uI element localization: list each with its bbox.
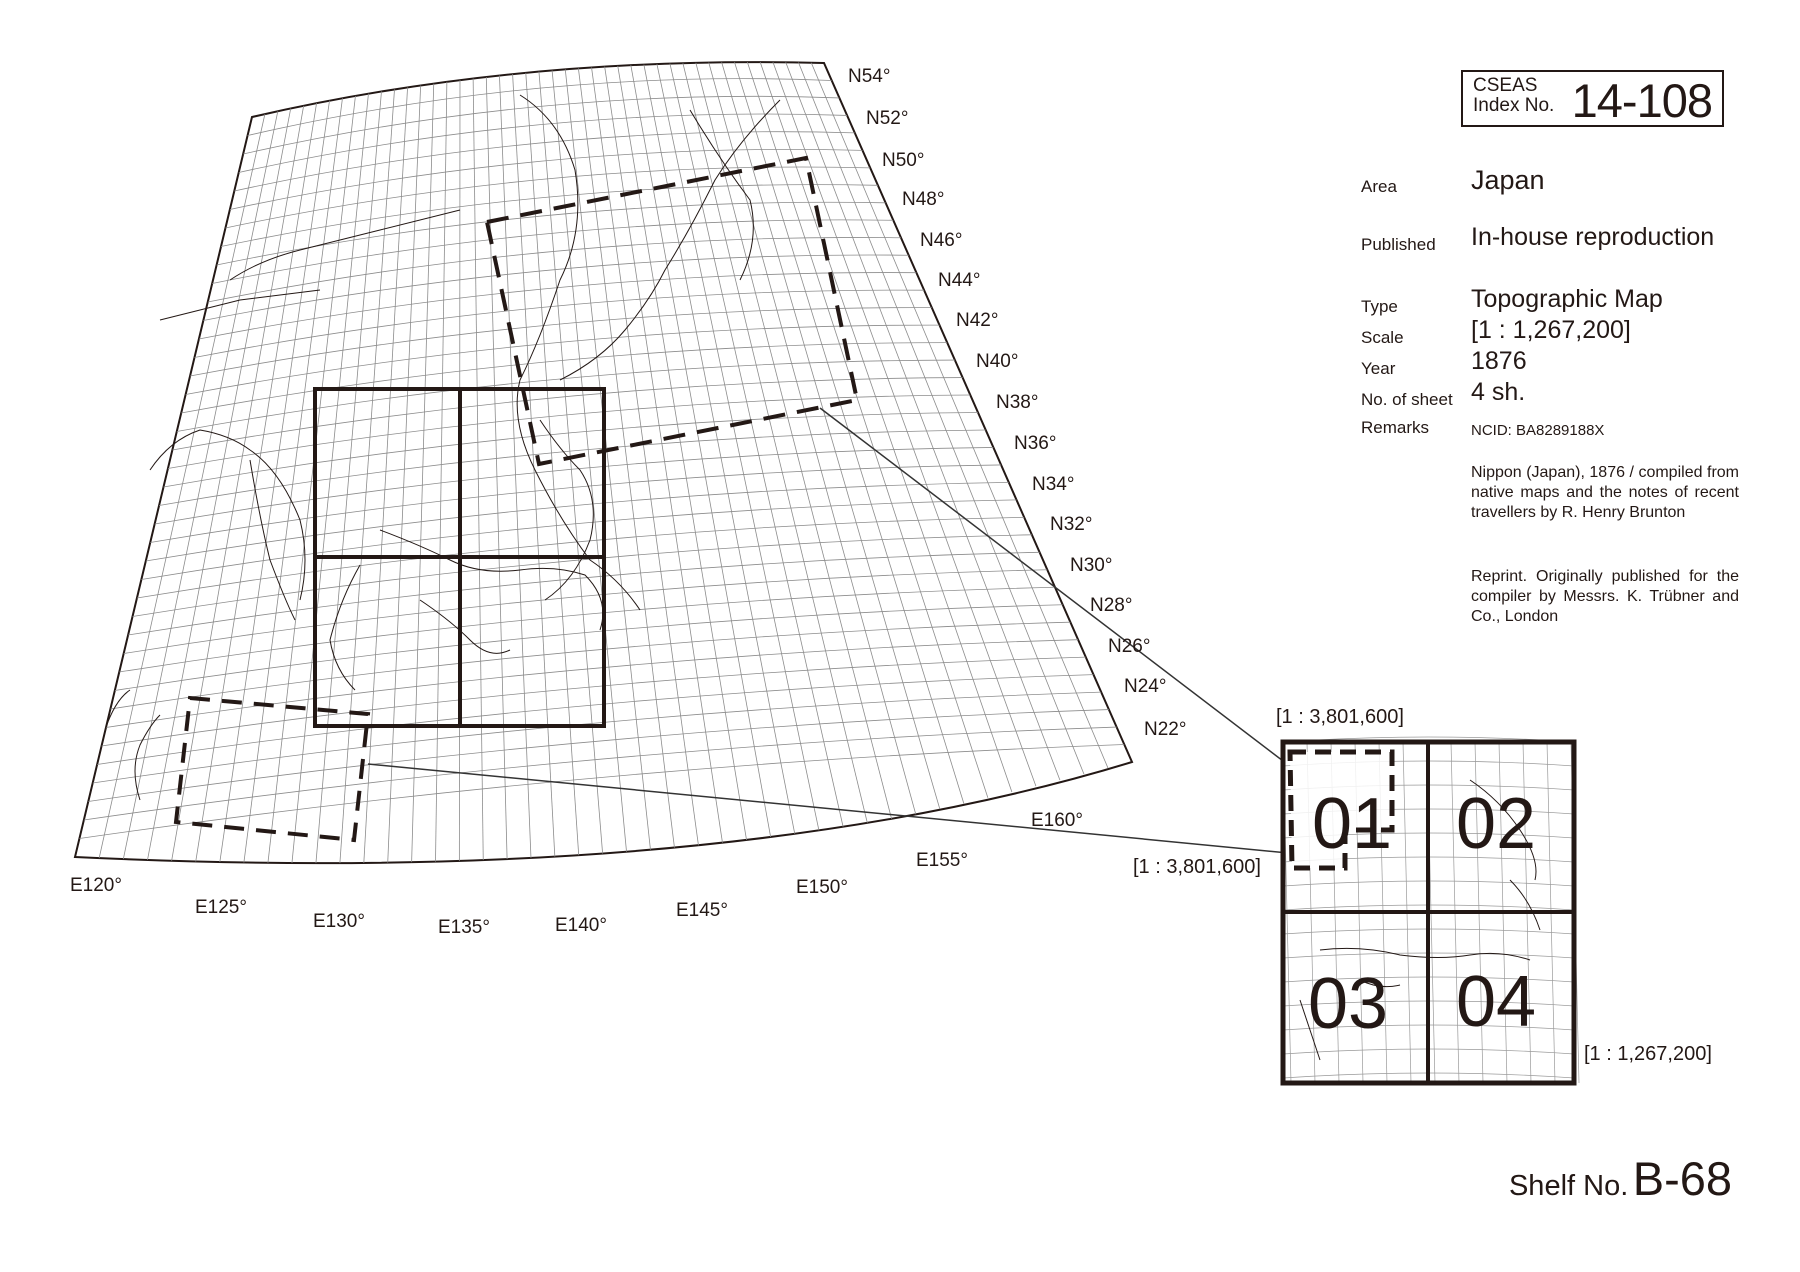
- published-label: Published: [1361, 235, 1436, 254]
- latitude-label: N42°: [956, 310, 999, 331]
- latitude-label: N46°: [920, 230, 963, 251]
- area-value: Japan: [1471, 165, 1545, 195]
- latitude-label: N40°: [976, 351, 1019, 372]
- longitude-label: E120°: [70, 875, 122, 896]
- latitude-label: N30°: [1070, 555, 1113, 576]
- inset-scale-left: [1 : 3,801,600]: [1133, 856, 1261, 878]
- published-value: In-house reproduction: [1471, 223, 1715, 251]
- longitude-label: E130°: [313, 911, 365, 932]
- index-label-line1: CSEAS: [1473, 75, 1538, 96]
- type-label: Type: [1361, 297, 1398, 316]
- latitude-label: N34°: [1032, 474, 1075, 495]
- shelf-label: Shelf No.: [1508, 1170, 1629, 1202]
- sheet-03-label: 03: [1308, 964, 1389, 1044]
- remarks-value: NCID: BA8289188X: [1471, 422, 1605, 439]
- year-label: Year: [1361, 359, 1396, 378]
- latitude-label: N52°: [866, 108, 909, 129]
- latitude-label: N24°: [1124, 676, 1167, 697]
- longitude-label: E145°: [676, 900, 728, 921]
- latitude-label: N50°: [882, 150, 925, 171]
- longitude-label: E150°: [796, 877, 848, 898]
- inset-scale-main: [1 : 1,267,200]: [1584, 1043, 1712, 1065]
- type-value: Topographic Map: [1471, 285, 1663, 313]
- latitude-label: N44°: [938, 270, 981, 291]
- index-number: 14-108: [1571, 74, 1712, 127]
- remarks-label: Remarks: [1361, 418, 1430, 437]
- description-paragraph-2: Reprint. Originally published for the compiler by Messrs. K. Trübner and Co., London: [1471, 568, 1739, 625]
- latitude-label: N38°: [996, 392, 1039, 413]
- longitude-label: E155°: [916, 850, 968, 871]
- longitude-label: E135°: [438, 917, 490, 938]
- latitude-label: N22°: [1144, 719, 1187, 740]
- year-value: 1876: [1471, 347, 1527, 375]
- inset-scale-top: [1 : 3,801,600]: [1276, 706, 1404, 728]
- shelf-value: B-68: [1632, 1152, 1732, 1205]
- index-number-box: [1461, 70, 1724, 127]
- latitude-label: N32°: [1050, 514, 1093, 535]
- longitude-label: E160°: [1031, 810, 1083, 831]
- area-label: Area: [1361, 177, 1397, 196]
- latitude-label: N26°: [1108, 636, 1151, 657]
- longitude-label: E140°: [555, 915, 607, 936]
- sheets-value: 4 sh.: [1471, 378, 1526, 406]
- scale-value: [1 : 1,267,200]: [1471, 316, 1631, 344]
- sheets-label: No. of sheet: [1361, 390, 1453, 409]
- index-label-line2: Index No.: [1473, 95, 1555, 116]
- description-paragraph-1: Nippon (Japan), 1876 / compiled from native maps and the notes of recent travellers by R. Henry Brunton: [1471, 464, 1739, 521]
- sheet-04-label: 04: [1456, 962, 1537, 1042]
- sheet-01-label: 01: [1312, 784, 1393, 864]
- index-label: [1473, 76, 1554, 116]
- latitude-label: N54°: [848, 66, 891, 87]
- scale-label: Scale: [1361, 328, 1404, 347]
- shelf-number: [1509, 1151, 1732, 1206]
- sheet-inset: [1283, 737, 1579, 1083]
- latitude-label: N28°: [1090, 595, 1133, 616]
- longitude-label: E125°: [195, 897, 247, 918]
- latitude-label: N36°: [1014, 433, 1057, 454]
- latitude-label: N48°: [902, 189, 945, 210]
- sheet-02-label: 02: [1456, 784, 1537, 864]
